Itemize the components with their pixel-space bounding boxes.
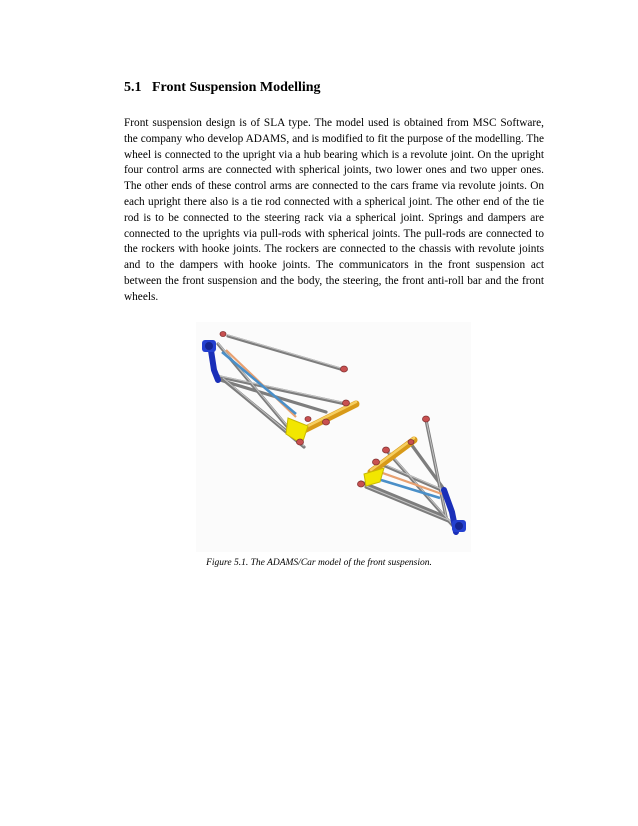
- right-rocker: [364, 468, 384, 486]
- left-control-arms: [216, 336, 346, 447]
- suspension-figure: [196, 322, 471, 552]
- section-number: 5.1: [124, 80, 142, 95]
- body-paragraph: Front suspension design is of SLA type. The model used is obtained from MSC Software, the company who develop ADAMS, and is modified to fit the purpose of the modelling. The wheel is connected to the upright via a hub bearing which is a revolute joint. On the upright four control arms are connected with spherical joints, two lower ones and two upper ones. The other ends of these control arms are connected to the cars frame via revolute joints. On each upright there also is a tie rod connected with a spherical joint. The other end of the tie rod is to be connected to the steering rack via a spherical joint. Springs and dampers are connected to the uprights via pull-rods with spherical joints. The pull-rods are connected to the rockers with hooke joints. The rockers are connected to the chassis with revolute joints and to the dampers with hooke joints. The communicators in the front suspension act between the front suspension and the body, the steering, the front anti-roll bar and the front wheels.: [124, 117, 544, 303]
- left-upright: [202, 340, 218, 380]
- suspension-model-image: [196, 322, 471, 552]
- right-damper: [371, 438, 414, 472]
- section-heading: [124, 80, 321, 96]
- left-suspension-assembly: [202, 332, 356, 448]
- right-upright: [444, 490, 466, 532]
- right-suspension-assembly: [358, 416, 467, 532]
- figure-caption: Figure 5.1. The ADAMS/Car model of the front suspension.: [206, 558, 432, 568]
- section-title: Front Suspension Modelling: [152, 80, 321, 95]
